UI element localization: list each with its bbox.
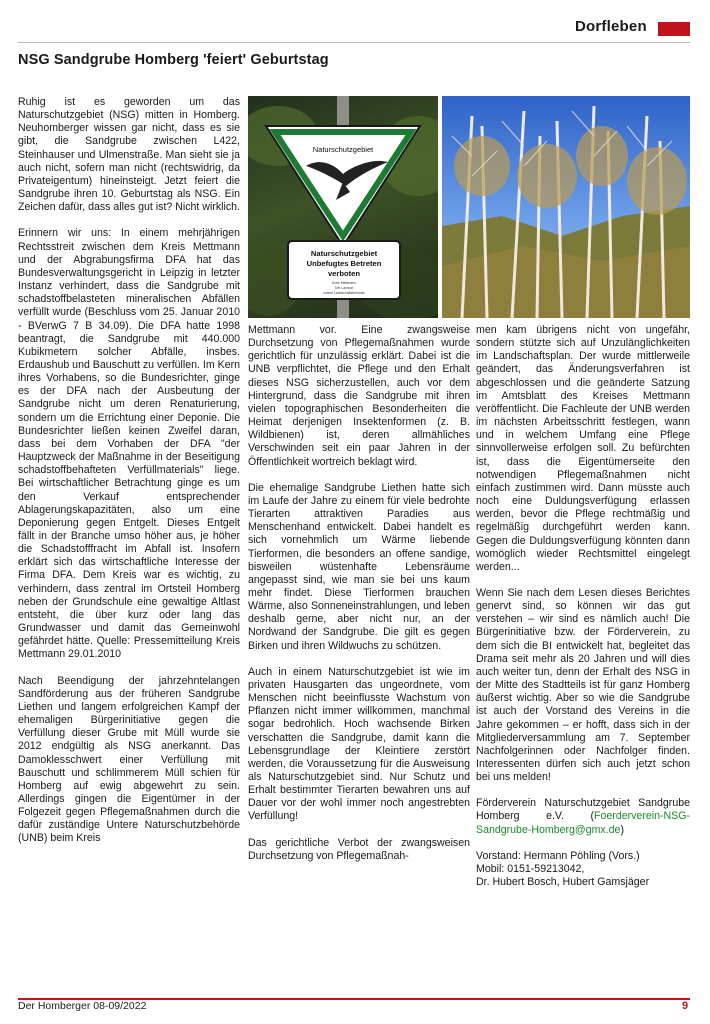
paragraph: Mettmann vor. Eine zwangsweise Durchsetzung von Pflegemaßnahmen wurde gerichtlich für unzulässig erklärt. Dabei ist die UNB verpflichtet, die Pflege und den Erhalt dieses NSG sicherzustellen, auch vor dem Hintergrund, dass die Sandgrube mit ihren vielen topographischen Besonderheiten die Heimat derjenigen Insektenformen (z. B. Wildbienen) ist, deren allmähliches Verschwinden seit ein paar Jahren in der Öffentlichkeit wortreich beklagt wird. bbox=[248, 324, 470, 468]
sign-plate-small2: Der Landrat bbox=[335, 286, 353, 290]
paragraph: Ruhig ist es geworden um das Naturschutzgebiet (NSG) mitten in Homberg. Neuhomberger wissen gar nicht, dass es sie gibt, die Sandgrube zwischen L422, Steinhauser und Ulmenstraße. Man sieht sie ja auch nicht, sofern man nicht (rechtswidrig, da Privateigentum) hineinsteigt. Jetzt feiert die Sandgrube ihren 10. Geburtstag als NSG. Ein Zeichen dafür, dass alles gut ist? Nicht wirklich. bbox=[18, 96, 240, 214]
email-link[interactable]: Foerderverein-NSG-Sandgrube-Homberg@gmx.de bbox=[476, 810, 690, 836]
sign-plate-line2: Unbefugtes Betreten bbox=[306, 259, 382, 268]
footer-publication: Der Homberger 08-09/2022 bbox=[18, 1000, 147, 1012]
org-name: Förderverein Naturschutzgebiet Sandgrube Homberg e.V. ( bbox=[476, 797, 690, 823]
text-column-3 bbox=[476, 324, 690, 889]
page-number: 9 bbox=[682, 1000, 689, 1012]
sign-illustration bbox=[248, 96, 438, 318]
section-accent-bar bbox=[658, 22, 690, 36]
paragraph: Das gerichtliche Verbot der zwangsweisen Durchsetzung von Pflegemaßnah- bbox=[248, 836, 470, 862]
org-close: ) bbox=[620, 823, 624, 836]
paragraph: Erinnern wir uns: In einem mehrjährigen Rechtsstreit zwischen dem Kreis Mettmann und der Abgrabungsfirma DFA hat das Bundesverwaltungsgericht in Leipzig in letzter Instanz verhindert, dass die Sandgrube mit schadstoffbelasteten mineralischen Abfällen verfüllt wurde (Beschluss vom 25. Januar 2010 - BVerwG 7 B 34.09). Die DFA hatte 1998 beantragt, die Sandgrube mit 440.000 Kubikmetern solcher Abfälle, insbes. Erdaushub und Bauschutt zu verfüllen. Im Kern ihres Vorhabens, so die Bundesrichter, ginge es der DFA nach der Ausbeutung der Sandgrube nicht um deren Renaturierung, sondern um die Errichtung einer Deponie. Die Bundesrichter ließen keinen Zweifel daran, dass bei dem Vorhaben der DFA "der Hauptzweck der Maßnahme in der Beseitigung schadstoffbehafteten Verfüllmaterials" liege. Bei wirtschaftlicher Betrachtung ginge es um den Verkauf entsprechender Ablagerungskapazitäten, also um eine Deponierung gegen Entgelt. Dieses Entgelt fällt in der Branche umso höher aus, je höher die Schadstofffracht im Abfall ist. Insofern erklärt sich das wirtschaftliche Interesse der Firma DFA. Dem Kreis war es wichtig, zu verhindern, dass zentral im Ortsteil Homberg neben der Grundschule eine gewaltige Altlast entsteht, die über kurz oder lang das Grundwasser und damit das Gemeinwohl gefährdet hätte. Quelle: Pressemitteilung Kreis Mettmann 29.01.2010 bbox=[18, 227, 241, 661]
sign-triangle-text: Naturschutzgebiet bbox=[312, 145, 374, 154]
paragraph: Die ehemalige Sandgrube Liethen hatte sich im Laufe der Jahre zu einem für viele bedrohte Tierarten attraktiven Paradies aus Menschenhand entwickelt. Dabei handelt es sich vornehmlich um Wärme liebende Tierformen, die besonders an offene sandige, bisweilen wüstenhafte Lebensräume angepasst sind, wie man sie bei uns kaum mehr findet. Diese Tierformen brauchen Wärme, also Sonneneinstrahlungen, und leben deshalb gerne, aber nicht nur, an der Nordwand der Sandgrube. Die gilt es gegen Birken und ihren Wildwuchs zu schützen. bbox=[248, 481, 470, 652]
mobile-line: Mobil: 0151-59213042, bbox=[476, 862, 585, 875]
paragraph: men kam übrigens nicht von ungefähr, sondern stützte sich auf Unzulänglichkeiten im Landschaftsplan. Der wurde mittlerweile geändert, das Änderungsverfahren ist abgeschlossen und die geänderte Satzung im Amtsblatt des Kreises Mettmann veröffentlicht. Die Fachleute der UNB werden im nächsten Arbeitsschritt festlegen, wann und in welchem Umfang eine Pflege sinnvollerweise erfolgen soll. Zu befürchten ist, dass die Eigentümerseite den notwendigen Pflegemaßnahmen nicht einfach zustimmen wird. Dann müsste auch noch eine Duldungsverfügung erlassen werden, bevor die Pflege rechtmäßig und regelmäßig durchgeführt werden kann. Gegen die Duldungsverfügung könnten dann womöglich wieder Rechtsmittel eingelegt werden... bbox=[476, 324, 690, 573]
sign-plate-line3: verboten bbox=[327, 269, 361, 278]
sign-plate-small3: untere Landschaftsbehörde bbox=[323, 291, 365, 295]
text-column-2 bbox=[248, 324, 470, 876]
sign-plate-small1: Kreis Mettmann bbox=[332, 281, 356, 285]
birch-illustration bbox=[442, 96, 690, 318]
paragraph: Wenn Sie nach dem Lesen dieses Berichtes genervt sind, so können wir das gut verstehen – wir sind es nämlich auch! Die Bürgerinitiative bzw. der Förderverein, zu dem sich die BI entwickelt hat, begleitet das Drama seit mehr als 20 Jahren und will dies auch weiter tun, denn der Erhalt des NSG in der Mitte des Stadtteils ist für ganz Homberg äußerst wichtig. Aber so wie die Sandgrube ist auch der Vorstand des Vereins in die Jahre gekommen – er hofft, dass sich in der Mitgliederversammlung am 7. September Nachfolgerinnen oder Nachfolger finden. Interessenten dürfen sich auch jetzt schon bei uns melden! bbox=[476, 586, 690, 784]
article-headline: NSG Sandgrube Homberg 'feiert' Geburtstag bbox=[18, 52, 329, 68]
nature-reserve-sign-photo bbox=[248, 96, 438, 318]
top-rule bbox=[18, 42, 690, 43]
contact-organization bbox=[476, 797, 690, 836]
sign-plate-line1: Naturschutzgebiet bbox=[310, 249, 378, 258]
section-label: Dorfleben bbox=[575, 18, 647, 35]
board-members-line: Dr. Hubert Bosch, Hubert Gamsjäger bbox=[476, 876, 650, 889]
board-line: Vorstand: Hermann Pöhling (Vors.) bbox=[476, 849, 640, 862]
paragraph: Nach Beendigung der jahrzehntelangen Sandförderung aus der früheren Sandgrube Liethen und langem erfolgreichen Kampf der ehemaligen Bürgerinitiative gegen die Verfüllung dieser Grube mit Müll wurde sie 2012 endgültig als NSG anerkannt. Das Damoklesschwert einer Verfüllung mit Bauschutt und schlimmerem Müll schien für Homberg auf ewig abgewehrt zu sein. Allerdings gingen die Eigentümer in der Folgezeit gegen Pflegemaßnahmen durch die dafür zuständige Untere Naturschutzbehörde (UNB) beim Kreis bbox=[18, 674, 240, 845]
text-column-1 bbox=[18, 96, 240, 859]
birch-trees-photo bbox=[442, 96, 690, 318]
paragraph: Auch in einem Naturschutzgebiet ist wie im privaten Hausgarten das ungeordnete, vom Menschen nicht beeinflusste Wachstum von Pflanzen nicht immer willkommen, manchmal sogar bedrohlich. Hoch wachsende Birken verschatten die Sandgrube, damit kann die Lebensgrundlage der Kleintiere zerstört werden, die Voraussetzung für die Ausweisung als Naturschutzgebiet sind. Nur Schutz und Erhalt bestimmter Tierarten bewahren uns auf Dauer vor der wohl immer noch angestrebten Verfüllung! bbox=[248, 665, 470, 823]
